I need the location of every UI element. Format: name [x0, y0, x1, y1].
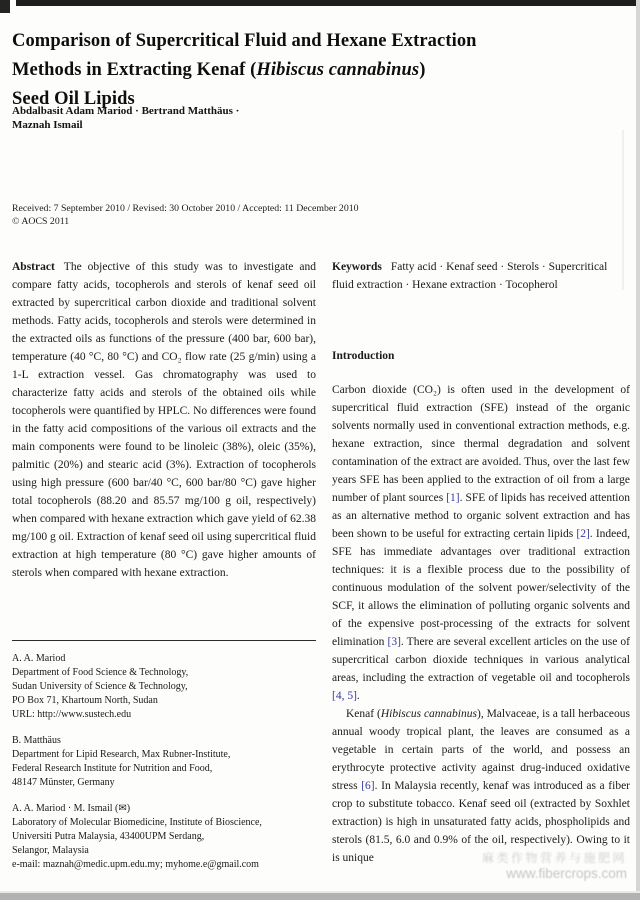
scan-right-edge — [636, 0, 640, 900]
introduction-body — [332, 381, 630, 867]
footnote-line: Sudan University of Science & Technology, — [12, 681, 188, 692]
author-line-1: Abdalbasit Adam Mariod · Bertrand Matthäus · — [12, 105, 240, 117]
watermark-url-text: www.fibercrops.com — [506, 866, 627, 881]
intro-paragraph-1: Carbon dioxide (CO₂) is often used in the development of supercritical fluid extraction (SFE) instead of the organic solvents normally used in conventional extraction methods, e.g. hexane extraction, since thermal degradation and solvent contamination of the extract are avoided. Thus, over the last few years SFE has been applied to the extraction of oil from a large number of plant sources [1]. SFE of lipids has received attention as an alternative method to organic solvent extraction and has been shown to be useful for extracting certain lipids [2]. Indeed, SFE has immediate advantages over traditional extraction techniques: it is a flexible process due to the possibility of continuous modulation of the solvent power/selectivity of the SCF, it allows the elimination of polluting organic solvents and of the expensive post-processing of the extracts for solvent elimination [3]. There are several excellent articles on the use of supercritical carbon dioxide techniques in various analytical areas, including the extraction of vegetable oil and tocopherols [4, 5]. — [332, 384, 631, 702]
footnote-line: Department of Food Science & Technology, — [12, 667, 189, 678]
footnote-line: A. A. Mariod — [12, 653, 66, 664]
footnote-line: PO Box 71, Khartoum North, Sudan — [12, 695, 158, 706]
scan-top-edge — [16, 0, 640, 6]
footnote-block-mariod — [12, 652, 316, 722]
copyright-line: © AOCS 2011 — [12, 216, 70, 227]
received-revised-accepted: Received: 7 September 2010 / Revised: 30 October 2010 / Accepted: 11 December 2010 — [12, 203, 359, 214]
article-history — [12, 202, 612, 228]
footnote-line: 48147 Münster, Germany — [12, 777, 115, 788]
footnote-line: Federal Research Institute for Nutrition and Food, — [12, 763, 213, 774]
footnote-area — [12, 640, 316, 884]
footnote-line: Laboratory of Molecular Biomedicine, Institute of Bioscience, — [12, 817, 262, 828]
footnote-email: e-mail: maznah@medic.upm.edu.my; myhome.e@gmail.com — [12, 859, 259, 870]
title-line-3: Seed Oil Lipids — [12, 89, 135, 110]
footnote-line-envelope-icon: A. A. Mariod · M. Ismail (✉) — [12, 803, 131, 814]
abstract-section — [12, 258, 316, 582]
intro-paragraph-2: Kenaf (Hibiscus cannabinus), Malvaceae, is a tall herbaceous annual woody tropical plant, the leaves are consumed as a vegetable in certain parts of the world, and possess an erythrocyte protective activity against drug-induced oxidative stress [6]. In Malaysia recently, kenaf was introduced as a fiber crop to substitute tobacco. Kenaf seed oil (extracted by Soxhlet extraction) is high in unsaturated fatty acids, phospholipids and sterols (81.5, 6.0 and 0.9% of the oil, respectively). Owing to it is unique — [332, 708, 630, 864]
scan-right-fold-line — [622, 130, 624, 290]
scan-bottom-edge — [0, 893, 640, 900]
article-title — [12, 27, 572, 114]
footnote-rule — [12, 640, 316, 641]
keywords-label: Keywords — [332, 261, 382, 273]
footnote-block-corresponding-author — [12, 802, 316, 872]
watermark-cjk-text: 麻类作物营养与施肥网 — [481, 851, 627, 865]
footnote-line: Selangor, Malaysia — [12, 845, 89, 856]
author-list — [12, 104, 572, 132]
footnote-line: B. Matthäus — [12, 735, 61, 746]
keywords-section — [332, 258, 630, 294]
footnote-block-matthaus — [12, 734, 316, 790]
footnote-url: URL: http://www.sustech.edu — [12, 709, 132, 720]
scan-top-left-corner — [0, 0, 10, 13]
author-line-2: Maznah Ismail — [12, 119, 83, 131]
footnote-line: Department for Lipid Research, Max Rubner-Institute, — [12, 749, 231, 760]
footnote-line: Universiti Putra Malaysia, 43400UPM Serdang, — [12, 831, 205, 842]
abstract-label: Abstract — [12, 261, 55, 273]
abstract-text: The objective of this study was to investigate and compare fatty acids, tocopherols and sterols of kenaf seed oil extracted by supercritical carbon dioxide and traditional solvent methods. Fatty acids, tocopherols and sterols were determined in the extracted oils as functions of the pressure (400 bar, 600 bar), temperature (40 °C, 80 °C) and CO₂ flow rate (25 g/min) using a 1-L extraction vessel. Gas chromatography was used to characterize fatty acids and sterols of the obtained oils while tocopherols were quantified by HPLC. No differences were found in the fatty acid compositions of the various oil extracts and the main components were found to be linoleic (38%), oleic (35%), palmitic (20%) and stearic acid (3%). Extraction of tocopherols using high pressure (600 bar/40 °C, 600 bar/80 °C) gave higher total tocopherols (88.20 and 85.57 mg/100 g oil, respectively) when compared with hexane extraction which gave yield of 62.38 mg/100 g oil. Extraction of kenaf seed oil using supercritical fluid extraction at high temperature (80 °C) gave higher amounts of sterols when compared with hexane extraction. — [12, 261, 316, 579]
title-line-1: Comparison of Supercritical Fluid and Hexane Extraction — [12, 31, 477, 52]
keywords-text: Fatty acid · Kenaf seed · Sterols · Supercritical fluid extraction · Hexane extraction · Tocopherol — [332, 261, 608, 291]
title-line-2: Methods in Extracting Kenaf (Hibiscus cannabinus) — [12, 60, 426, 81]
introduction-heading: Introduction — [332, 350, 395, 362]
